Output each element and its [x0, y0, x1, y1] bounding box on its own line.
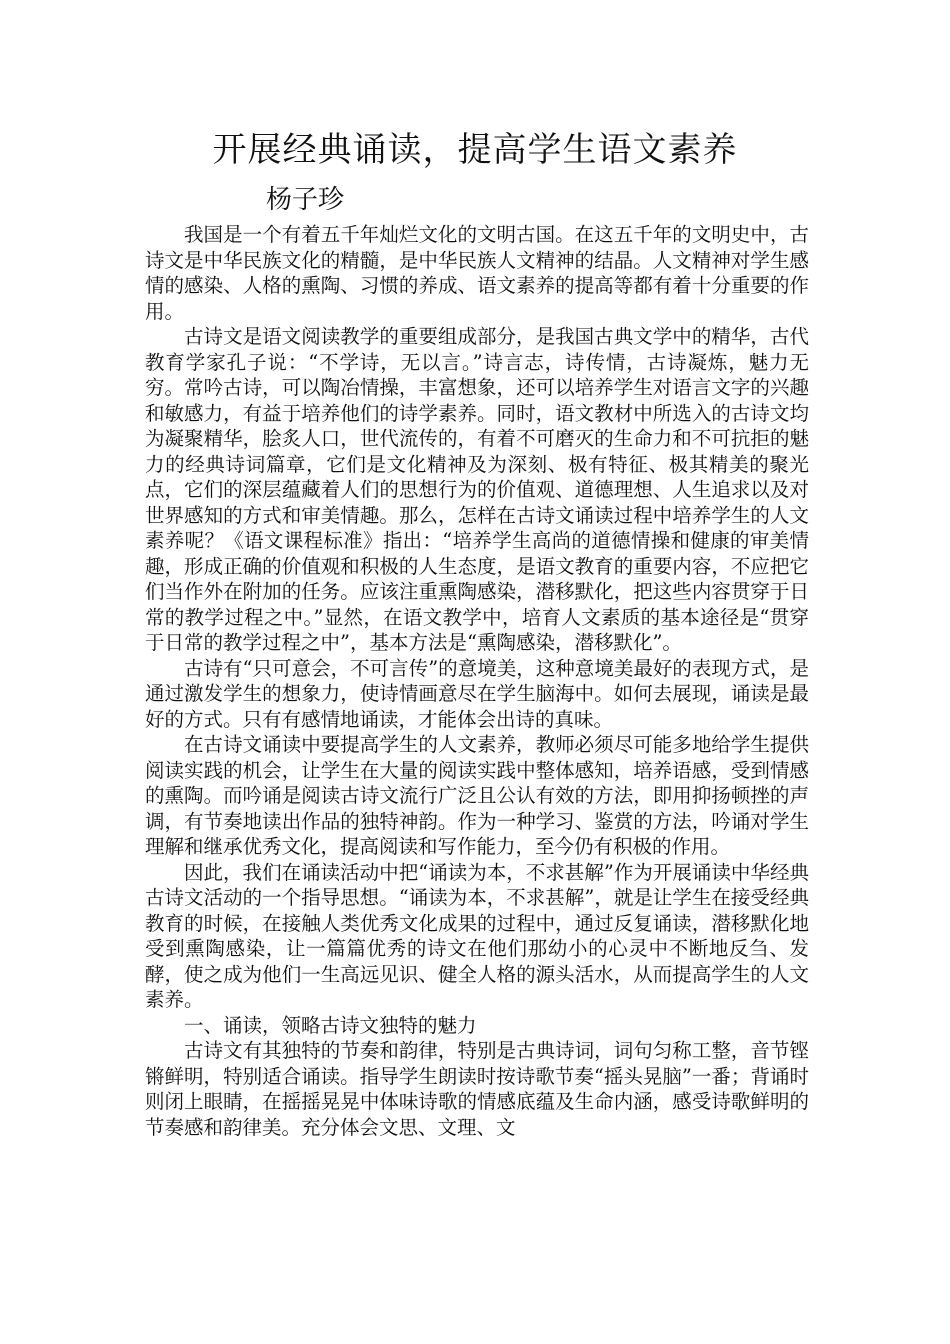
- document-title: 开展经典诵读，提高学生语文素养: [212, 130, 738, 170]
- paragraph-1: 我国是一个有着五千年灿烂文化的文明古国。在这五千年的文明史中，古诗文是中华民族文化的精髓，是中华民族人文精神的结晶。人文精神对学生感情的感染、人格的熏陶、习惯的养成、语文素养的提高等都有着十分重要的作用。: [145, 223, 809, 323]
- paragraph-6: 古诗文有其独特的节奏和韵律，特别是古典诗词，词句匀称工整，音节铿锵鲜明，特别适合诵读。指导学生朗读时按诗歌节奏“摇头晃脑”一番；背诵时则闭上眼睛，在摇摇晃晃中体味诗歌的情感底蕴及生命内涵，感受诗歌鲜明的节奏感和韵律美。充分体会文思、文理、文: [145, 1039, 809, 1139]
- document-body: [145, 222, 809, 1140]
- paragraph-3: 古诗有“只可意会，不可言传”的意境美，这种意境美最好的表现方式，是通过激发学生的想象力，使诗情画意尽在学生脑海中。如何去展现，诵读是最好的方式。只有有感情地诵读，才能体会出诗的真味。: [145, 656, 809, 731]
- paragraph-5: 因此，我们在诵读活动中把“诵读为本，不求甚解”作为开展诵读中华经典古诗文活动的一个指导思想。“诵读为本，不求甚解”，就是让学生在接受经典教育的时候，在接触人类优秀文化成果的过程中，通过反复诵读，潜移默化地受到熏陶感染，让一篇篇优秀的诗文在他们那幼小的心灵中不断地反刍、发酵，使之成为他们一生高远见识、健全人格的源头活水，从而提高学生的人文素养。: [145, 860, 809, 1011]
- paragraph-4: 在古诗文诵读中要提高学生的人文素养，教师必须尽可能多地给学生提供阅读实践的机会，让学生在大量的阅读实践中整体感知，培养语感，受到情感的熏陶。而吟诵是阅读古诗文流行广泛且公认有效的方法，即用抑扬顿挫的声调，有节奏地读出作品的独特神韵。作为一种学习、鉴赏的方法，吟诵对学生理解和继承优秀文化，提高阅读和写作能力，至今仍有积极的作用。: [145, 733, 809, 858]
- section-heading-1: 一、诵读，领略古诗文独特的魅力: [184, 1013, 477, 1037]
- paragraph-2: 古诗文是语文阅读教学的重要组成部分，是我国古典文学中的精华，古代教育学家孔子说：“不学诗，无以言。”诗言志，诗传情，古诗凝炼，魅力无穷。常吟古诗，可以陶冶情操，丰富想象，还可以培养学生对语言文字的兴趣和敏感力，有益于培养他们的诗学素养。同时，语文教材中所选入的古诗文均为凝聚精华，脍炙人口，世代流传的，有着不可磨灭的生命力和不可抗拒的魅力的经典诗词篇章，它们是文化精神及为深刻、极有特征、极其精美的聚光点，它们的深层蕴藏着人们的思想行为的价值观、道德理想、人生追求以及对世界感知的方式和审美情趣。那么，怎样在古诗文诵读过程中培养学生的人文素养呢？《语文课程标准》指出：“培养学生高尚的道德情操和健康的审美情趣，形成正确的价值观和积极的人生态度，是语文教育的重要内容，不应把它们当作外在附加的任务。应该注重熏陶感染，潜移默化，把这些内容贯穿于日常的教学过程之中。”显然，在语文教学中，培育人文素质的基本途径是“贯穿于日常的教学过程之中”，基本方法是“熏陶感染，潜移默化”。: [145, 325, 809, 654]
- author-name: 杨子珍: [266, 185, 345, 215]
